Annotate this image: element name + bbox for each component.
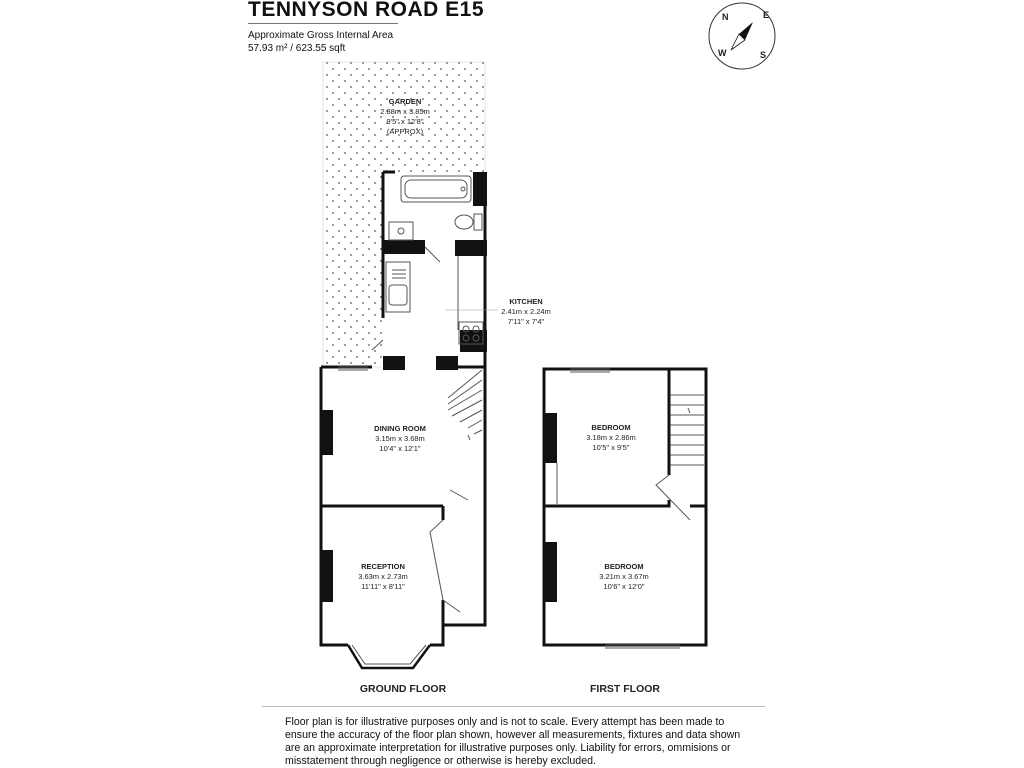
bedroom1-label xyxy=(586,423,636,452)
area-value: 57.93 m² / 623.55 sqft xyxy=(248,43,346,54)
first-floor-label: FIRST FLOOR xyxy=(590,683,660,695)
compass-icon xyxy=(709,3,775,69)
first-floor-walls xyxy=(544,369,706,645)
dining-metric: 3.15m x 3.68m xyxy=(375,434,425,443)
bedroom2-metric: 3.21m x 3.67m xyxy=(599,572,649,581)
bedroom1-imperial: 10'5" x 9'5" xyxy=(592,443,630,452)
disclaimer-text: Floor plan is for illustrative purposes only and is not to scale. Every attempt has been made to ensure the accuracy of the floor plan shown, however all measurements, fixtures and data shown are an approximate interpretation for illustrative purposes only. Liability for errors, ommisions or misstatement through negligence or otherwise is hereby excluded. xyxy=(285,716,741,767)
bedroom1-name: BEDROOM xyxy=(591,423,631,432)
compass-e-label: E xyxy=(763,10,770,20)
garden-metric: 2.88m x 3.85m xyxy=(380,107,430,116)
reception-name: RECEPTION xyxy=(361,562,405,571)
dining-name: DINING ROOM xyxy=(374,424,426,433)
kitchen-label xyxy=(501,297,551,326)
kitchen-metric: 2.41m x 2.24m xyxy=(501,307,551,316)
dining-label xyxy=(374,424,426,453)
ground-floor-label: GROUND FLOOR xyxy=(359,683,447,695)
bedroom2-label xyxy=(599,562,649,591)
garden-note: (APPROX) xyxy=(386,127,424,136)
bedroom2-imperial: 10'6" x 12'0" xyxy=(603,582,645,591)
kitchen-imperial: 7'11" x 7'4" xyxy=(507,317,545,326)
compass-s-label: S xyxy=(760,50,767,60)
garden-name: GARDEN xyxy=(388,97,422,106)
bedroom1-metric: 3.18m x 2.86m xyxy=(586,433,636,442)
compass-n-label: N xyxy=(722,12,729,22)
footer-divider xyxy=(262,706,765,707)
area-label: Approximate Gross Internal Area xyxy=(248,30,394,41)
reception-metric: 3.63m x 2.73m xyxy=(358,572,408,581)
first-floor-fixtures xyxy=(557,369,704,648)
dining-imperial: 10'4" x 12'1" xyxy=(379,444,421,453)
bedroom2-name: BEDROOM xyxy=(604,562,644,571)
kitchen-name: KITCHEN xyxy=(509,297,543,306)
reception-label xyxy=(358,562,408,591)
reception-imperial: 11'11" x 8'11" xyxy=(361,582,405,591)
garden-imperial: 9'5" x 12'8" xyxy=(386,117,424,126)
compass-w-label: W xyxy=(718,48,727,58)
page-title: TENNYSON ROAD E15 xyxy=(248,0,485,21)
